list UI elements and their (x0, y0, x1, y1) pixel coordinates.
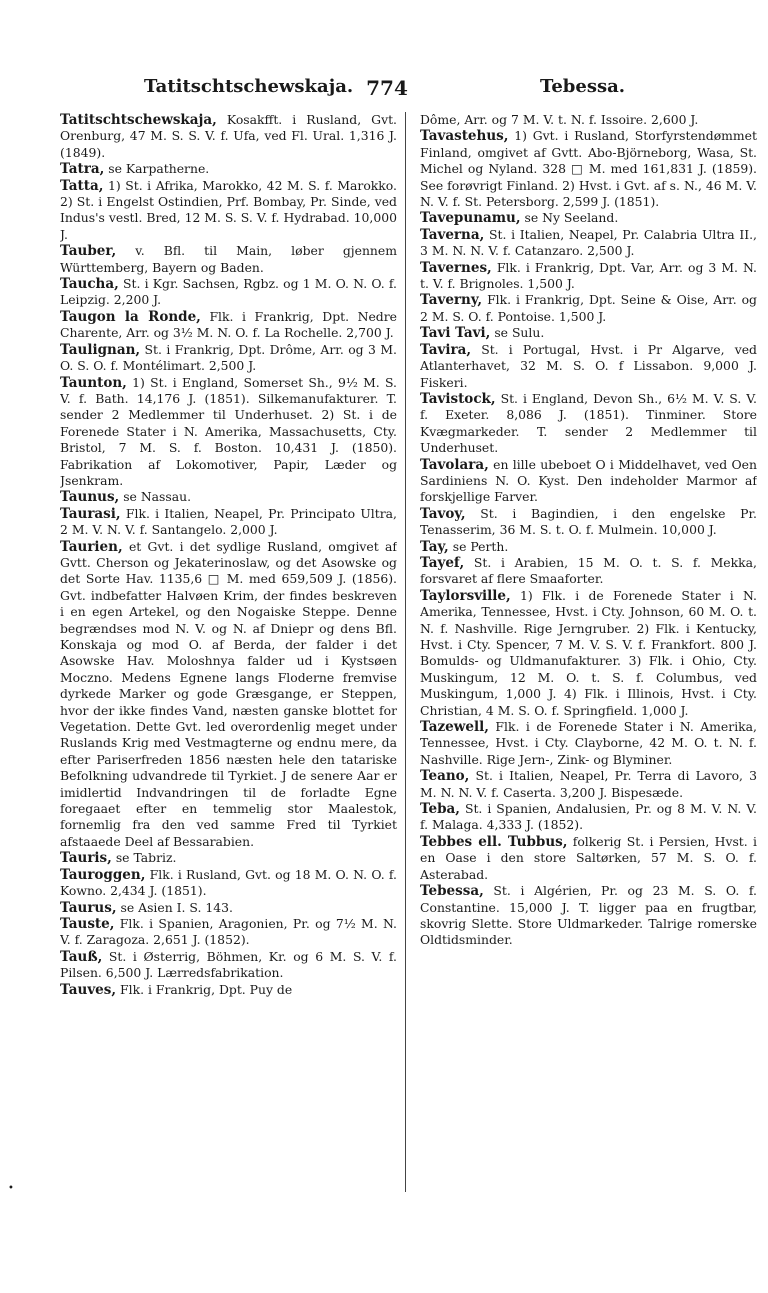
dictionary-entry (420, 292, 757, 325)
entry-headword: Tavoy, (420, 505, 466, 522)
dictionary-entry (420, 112, 757, 128)
entry-headword: Tavistock, (420, 390, 496, 407)
dictionary-entry (420, 801, 757, 834)
dictionary-entry (60, 342, 397, 375)
entry-text: et Gvt. i det sydlige Rusland, omgivet af Gvtt. Cherson og Jekaterinoslaw, og det Asowske og det Sorte Hav. 1135,6 □ M. med 659,509 J. (1856). Gvt. indbefatter Halvøen Krim, der findes beskreven i en egen Artekel, og den Nogaiske Steppe. Denne begrændses mod N. V. og N. af Dniepr og dens Bfl. Konskaja og mod O. af Berda, der falder i det Asowske Hav. Moloshnya falder ud i Kystsøen Moczno. Medens Egnene langs Floderne fremvise dyrkede Marker og gode Græsgange, er Steppen, hvor der ikke findes Vand, næsten ganske blottet for Vegetation. Dette Gvt. led overordenlig meget under Ruslands Krig med Vestmagterne og endnu mere, da efter Pariserfreden 1856 næsten hele den tatariske Befolkning udvandrede til Tyrkiet. J de senere Aar er imidlertid Indvandringen til de forladte Egne foregaaet efter en temmelig stor Maalestok, fornemlig fra den ved samme Fred til Tyrkiet afstaaede Deel af Bessarabien. (60, 538, 397, 849)
dictionary-entry (60, 309, 397, 342)
dictionary-entry (60, 867, 397, 900)
entry-text: Flk. i de Forenede Stater i N. Amerika, Tennessee, Hvst. i Cty. Clayborne, 42 M. O. t. N. f. Nashville. Rige Jern-, Zink- og Blyminer. (420, 719, 757, 767)
dictionary-entry (420, 539, 757, 555)
entry-headword: Tavernes, (420, 259, 492, 276)
dictionary-entry (60, 112, 397, 161)
entry-text: 1) St. i Afrika, Marokko, 42 M. S. f. Marokko. 2) St. i Engelst Ostindien, Prf. Bombay, Pr. Sinde, ved Indus's vestl. Bred, 12 M. S. S. V. f. Hydrabad. 10,000 J. (60, 177, 397, 242)
entry-text: St. i Østerrig, Böhmen, Kr. og 6 M. S. V. f. Pilsen. 6,500 J. Lærredsfabrikation. (60, 948, 397, 981)
dictionary-entry (60, 375, 397, 490)
entry-text: Flk. i Frankrig, Dpt. Puy de (120, 981, 293, 997)
entry-headword: Taucha, (60, 276, 119, 293)
entry-headword: Taugon la Ronde, (60, 308, 201, 325)
entry-text: Dôme, Arr. og 7 M. V. t. N. f. Issoire. 2,600 J. (420, 112, 699, 127)
dictionary-entry (60, 916, 397, 949)
entry-text: en lille ubeboet O i Middelhavet, ved Oen Sardiniens N. O. Kyst. Den indeholder Marmor af forskjellige Farver. (420, 456, 757, 505)
running-head-left: Tatitschtschewskaja. (144, 76, 354, 97)
entry-text: 1) Gvt. i Rusland, Storfyrstendømmet Finland, omgivet af Gvtt. Abo-Björneborg, Wasa, St. Michel og Nyland. 328 □ M. med 161,831 J. (1859). See forøvrigt Finland. 2) Hvst. i Gvt. af s. N., 46 M. V. N. V. f. St. Petersborg. 2,599 J. (1851). (420, 128, 757, 210)
entry-headword: Tavira, (420, 341, 472, 358)
dictionary-entry (420, 260, 757, 293)
entry-headword: Taverny, (420, 292, 483, 309)
entry-text: St. i Arabien, 15 M. O. t. S. f. Mekka, forsvaret af flere Smaaforter. (420, 554, 757, 587)
entry-text: St. i Portugal, Hvst. i Pr Algarve, ved Atlanterhavet, 32 M. S. O. f Lissabon. 9,000 J. Fiskeri. (420, 341, 757, 390)
dictionary-entry (420, 883, 757, 949)
entry-headword: Tayef, (420, 554, 465, 571)
column-divider (405, 112, 406, 1192)
entry-text: se Sulu. (494, 325, 545, 341)
entry-headword: Tebessa, (420, 883, 484, 900)
entry-text: St. i Kgr. Sachsen, Rgbz. og 1 M. O. N. O. f. Leipzig. 2,200 J. (60, 276, 397, 308)
entry-headword: Taurus, (60, 899, 117, 916)
dictionary-entry (420, 506, 757, 539)
dictionary-entry (420, 391, 757, 457)
entry-headword: Tavolara, (420, 456, 489, 473)
entry-text: St. i England, Devon Sh., 6½ M. V. S. V. f. Exeter. 8,086 J. (1851). Tinminer. Store Kvægmarkeder. T. sender 2 Medlemmer til Underhuset. (420, 390, 757, 456)
page-header (0, 76, 768, 104)
entry-text: se Asien I. S. 143. (120, 899, 233, 915)
entry-text: St. i Italien, Neapel, Pr. Terra di Lavoro, 3 M. N. N. V. f. Caserta. 3,200 J. Bispesæde. (420, 768, 757, 800)
entry-headword: Tauß, (60, 948, 103, 965)
entry-text: 1) St. i England, Somerset Sh., 9½ M. S. V. f. Bath. 14,176 J. (1851). Silkemanufakturer. T. sender 2 Medlemmer til Underhuset. 2) St. i de Forenede Stater i N. Amerika, Massachusetts, Cty. Bristol, 7 M. S. f. Boston. 10,431 J. (1850). Fabrikation af Lokomotiver, Papir, Læder og Jsenkram. (60, 374, 397, 488)
entry-headword: Taverna, (420, 226, 485, 243)
entry-headword: Tauste, (60, 915, 115, 932)
dictionary-entry (60, 982, 397, 998)
dictionary-entry (60, 900, 397, 916)
dictionary-entry (420, 227, 757, 260)
entry-text: se Karpatherne. (108, 161, 210, 177)
entry-headword: Tay, (420, 538, 449, 555)
entry-text: St. i Spanien, Andalusien, Pr. og 8 M. V. N. V. f. Malaga. 4,333 J. (1852). (420, 801, 757, 833)
entry-headword: Taunton, (60, 374, 127, 391)
dictionary-entry (420, 342, 757, 391)
entry-text: se Tabriz. (115, 850, 177, 866)
entry-text: Flk. i Italien, Neapel, Pr. Principato Ultra, 2 M. V. N. V. f. Santangelo. 2,000 J. (60, 505, 397, 538)
entry-text: Flk. i Frankrig, Dpt. Seine & Oise, Arr. og 2 M. S. O. f. Pontoise. 1,500 J. (420, 292, 757, 324)
entry-text: se Perth. (452, 538, 509, 554)
entry-text: Flk. i Spanien, Aragonien, Pr. og 7½ M. N. V. f. Zaragoza. 2,651 J. (1852). (60, 915, 397, 948)
entry-headword: Taunus, (60, 489, 120, 506)
entry-headword: Tatitschtschewskaja, (60, 112, 217, 128)
entry-text: se Nassau. (123, 489, 192, 505)
entry-text: Flk. i Frankrig, Dpt. Var, Arr. og 3 M. N. t. V. f. Brignoles. 1,500 J. (420, 259, 757, 292)
entry-headword: Tatta, (60, 177, 104, 194)
entry-text: folkerig St. i Persien, Hvst. i en Oase i den store Saltørken, 57 M. S. O. f. Asterabad. (420, 833, 757, 882)
dictionary-entry (60, 489, 397, 505)
dictionary-entry (60, 539, 397, 851)
entry-headword: Tebbes ell. Tubbus, (420, 833, 568, 850)
dictionary-entry (60, 161, 397, 177)
margin-mark: • (8, 1183, 14, 1194)
entry-text: Flk. i Rusland, Gvt. og 18 M. O. N. O. f. Kowno. 2,434 J. (1851). (60, 866, 397, 899)
entry-headword: Tavastehus, (420, 128, 509, 145)
dictionary-entry (60, 178, 397, 244)
dictionary-entry (420, 834, 757, 883)
entry-text: Kosakfft. i Rusland, Gvt. Orenburg, 47 M. S. S. V. f. Ufa, ved Fl. Ural. 1,316 J. (1849). (60, 112, 397, 160)
running-head-right: Tebessa. (540, 76, 626, 97)
dictionary-entry (420, 128, 757, 210)
entry-headword: Taulignan, (60, 341, 141, 358)
page-number: 774 (366, 76, 408, 100)
dictionary-entry (60, 850, 397, 866)
entry-text: St. i Algérien, Pr. og 23 M. S. O. f. Constantine. 15,000 J. T. ligger paa en frugtbar, skovrig Slette. Store Uldmarkeder. Talrige romerske Oldtidsminder. (420, 883, 757, 948)
entry-text: se Ny Seeland. (524, 210, 619, 226)
dictionary-entry (60, 949, 397, 982)
entry-text: St. i Bagindien, i den engelske Pr. Tenasserim, 36 M. S. t. O. f. Mulmein. 10,000 J. (420, 505, 757, 538)
dictionary-entry (60, 243, 397, 276)
entry-text: v. Bfl. til Main, løber gjennem Württemberg, Bayern og Baden. (60, 243, 397, 275)
entry-text: 1) Flk. i de Forenede Stater i N. Amerika, Tennessee, Hvst. i Cty. Johnson, 60 M. O. t. N. f. Nashville. Rige Jerngruber. 2) Flk. i Kentucky, Hvst. i Cty. Spencer, 7 M. V. S. V. f. Frankfort. 800 J. Bomulds- og Uldmanufakturer. 3) Flk. i Ohio, Cty. Muskingum, 12 M. O. t. S. f. Columbus, ved Muskingum, 1,000 J. 4) Flk. i Illinois, Hvst. i Cty. Christian, 4 M. S. O. f. Springfield. 1,000 J. (420, 587, 757, 718)
entry-headword: Tavi Tavi, (420, 325, 491, 342)
dictionary-entry (420, 768, 757, 801)
entry-text: Flk. i Frankrig, Dpt. Nedre Charente, Arr. og 3½ M. N. O. f. La Rochelle. 2,700 J. (60, 308, 397, 341)
entry-text: St. i Italien, Neapel, Pr. Calabria Ultra II., 3 M. N. N. V. f. Catanzaro. 2,500 J. (420, 226, 757, 259)
dictionary-entry (420, 555, 757, 588)
entry-headword: Tauber, (60, 243, 117, 260)
entry-headword: Tauris, (60, 850, 112, 867)
entry-headword: Taurasi, (60, 505, 121, 522)
entry-headword: Taurien, (60, 538, 123, 555)
left-column (60, 112, 397, 1212)
dictionary-entry (420, 325, 757, 341)
entry-headword: Teba, (420, 801, 460, 818)
entry-headword: Tauves, (60, 981, 117, 998)
entry-headword: Tauroggen, (60, 866, 146, 883)
dictionary-entry (420, 719, 757, 768)
entry-headword: Taylorsville, (420, 587, 511, 604)
right-column (420, 112, 757, 1212)
dictionary-entry (420, 457, 757, 506)
dictionary-entry (420, 210, 757, 226)
entry-headword: Tazewell, (420, 719, 489, 736)
dictionary-entry (420, 588, 757, 719)
dictionary-entry (60, 276, 397, 309)
entry-text: St. i Frankrig, Dpt. Drôme, Arr. og 3 M. O. S. O. f. Montélimart. 2,500 J. (60, 341, 397, 374)
entry-headword: Tatra, (60, 161, 105, 178)
entry-headword: Teano, (420, 768, 470, 785)
entry-headword: Tavepunamu, (420, 210, 521, 227)
dictionary-entry (60, 506, 397, 539)
